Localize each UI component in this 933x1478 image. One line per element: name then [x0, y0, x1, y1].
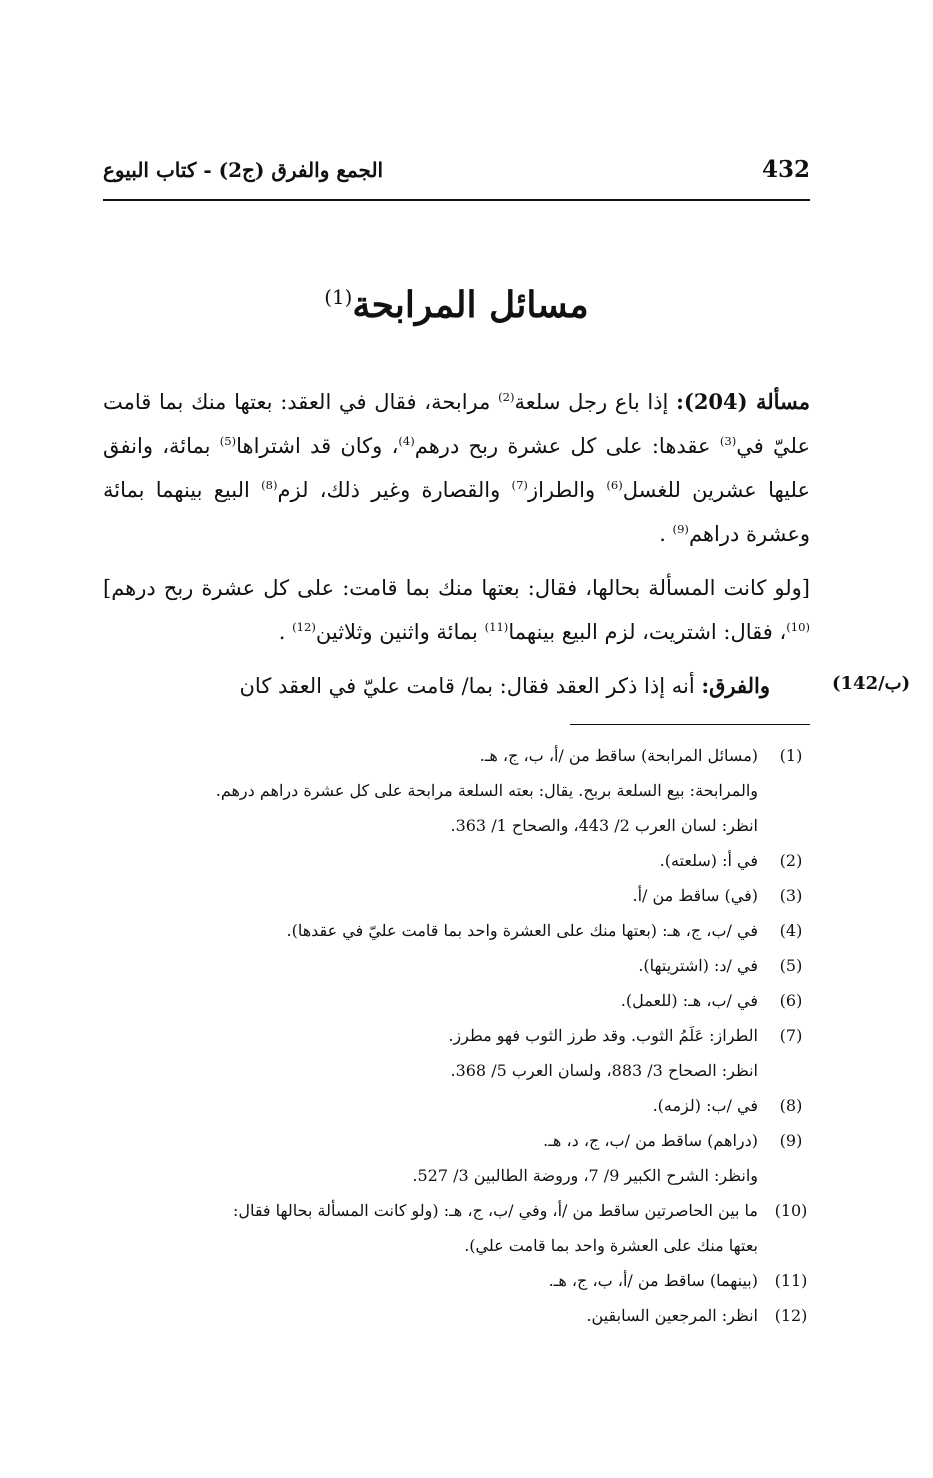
text-run: . — [278, 620, 293, 644]
footnote-number: (2) — [779, 851, 803, 870]
text-run: بمائة واثنين وثلاثين — [315, 620, 485, 644]
footnote-text: في أ: (سلعته). — [659, 851, 758, 870]
footnote-number: (7) — [779, 1026, 803, 1045]
footnote-number: (11) — [774, 1271, 808, 1290]
footnote — [103, 1263, 810, 1298]
footnote-text: انظر: المرجعين السابقين. — [586, 1306, 758, 1325]
footnote-number: (8) — [779, 1096, 803, 1115]
footnote-ref: (12) — [292, 620, 316, 634]
text-run: بمائة، وانفق عليها عشرين للغسل — [103, 434, 810, 502]
footnote-number: (10) — [774, 1201, 808, 1220]
footnote-text: (في) ساقط من /أ. — [632, 886, 758, 905]
footnote-text: الطراز: عَلَمُ الثوب. وقد طرز الثوب فهو مطرز. — [448, 1026, 758, 1045]
footnote-continuation: وانظر: الشرح الكبير 9/ 7، وروضة الطالبين 3/ 527. — [412, 1166, 758, 1185]
footnote-text: في /ب، هـ: (للعمل). — [620, 991, 758, 1010]
footnote-ref: (2) — [498, 390, 515, 404]
footnote-text: (مسائل المرابحة) ساقط من /أ، ب، ج، هـ. — [479, 746, 758, 765]
footnote-number: (9) — [779, 1131, 803, 1150]
footnote — [103, 843, 810, 878]
footnote-text: (بينهما) ساقط من /أ، ب، ج، هـ. — [548, 1271, 758, 1290]
footnote — [103, 1298, 810, 1333]
text-run: ، فقال: اشتريت، لزم البيع بينهما — [508, 620, 787, 644]
text-run: أنه إذا ذكر العقد فقال: بما/ قامت عليّ في العقد كان — [239, 674, 702, 698]
footnote-ref: (4) — [398, 434, 415, 448]
issue-label: مسألة (204): — [676, 389, 810, 414]
footnote-ref: (6) — [606, 478, 623, 492]
footnote-number: (4) — [779, 921, 803, 940]
text-run: مرابحة، فقال في العقد: بعتها منك بما قامت عليّ في — [103, 390, 810, 458]
footnote-number: (5) — [779, 956, 803, 975]
running-title: الجمع والفرق (ج2) - كتاب البيوع — [103, 158, 384, 182]
footnote-ref: (3) — [719, 434, 737, 448]
footnote-rule — [570, 724, 810, 725]
text-run: عقدها: على كل عشرة ربح درهم — [414, 434, 720, 458]
text-run: ، وكان قد اشتراها — [236, 434, 399, 458]
footnote-text: في /ب، ج، هـ: (بعتها منك على العشرة واحد بما قامت عليّ في عقدها). — [286, 921, 758, 940]
footnote — [103, 1018, 810, 1053]
footnote-ref: (1) — [324, 286, 353, 309]
text-run: . — [659, 522, 673, 546]
chapter-title — [103, 284, 810, 326]
paragraph-masala — [103, 378, 810, 554]
footnote-ref: (5) — [219, 434, 237, 448]
text-run: والقصارة وغير ذلك، لزم — [277, 478, 512, 502]
footnote — [103, 1123, 810, 1158]
footnote-ref: (8) — [261, 478, 278, 492]
text-run: والطراز — [527, 478, 607, 502]
footnote-text: ما بين الحاصرتين ساقط من /أ، وفي /ب، ج، هـ: (ولو كانت المسألة بحالها فقال: — [232, 1201, 758, 1220]
footnote — [103, 1193, 810, 1228]
text-run: [ولو كانت المسألة بحالها، فقال: بعتها منك بما قامت: على كل عشرة ربح درهم] — [103, 576, 810, 600]
footnote — [103, 1088, 810, 1123]
difference-label: والفرق: — [701, 673, 770, 698]
footnote — [103, 878, 810, 913]
header-rule — [103, 199, 810, 201]
footnote-ref: (7) — [511, 478, 528, 492]
footnote — [103, 983, 810, 1018]
footnote-text: في /د: (اشتريتها). — [638, 956, 758, 975]
footnote-ref: (9) — [672, 522, 689, 536]
footnote-number: (3) — [779, 886, 803, 905]
footnote-text: (دراهم) ساقط من /ب، ج، د، هـ. — [543, 1131, 758, 1150]
footnote-text: في /ب: (لزمه). — [652, 1096, 758, 1115]
page-header — [103, 156, 810, 206]
footnote-number: (12) — [774, 1306, 808, 1325]
footnote — [103, 913, 810, 948]
main-text — [103, 378, 810, 706]
chapter-title-text: مسائل المرابحة — [352, 284, 589, 326]
paragraph-difference — [103, 666, 810, 706]
page-number: 432 — [761, 156, 810, 183]
footnote-continuation: والمرابحة: بيع السلعة بربح. يقال: بعته السلعة مرابحة على كل عشرة دراهم درهم. — [215, 781, 758, 800]
footnote-number: (1) — [779, 746, 803, 765]
text-run: إذا باع رجل سلعة — [514, 390, 677, 414]
footnote-ref: (10) — [786, 620, 810, 634]
manuscript-folio-note: (142/ب) — [832, 673, 911, 694]
footnotes — [103, 738, 810, 1333]
paragraph-bracketed — [103, 569, 810, 652]
footnote-number: (6) — [779, 991, 803, 1010]
footnote — [103, 738, 810, 773]
footnote-continuation: انظر: لسان العرب 2/ 443، والصحاح 1/ 363. — [450, 816, 758, 835]
footnote — [103, 948, 810, 983]
text-run: البيع بينهما بمائة وعشرة دراهم — [103, 478, 810, 546]
footnote-continuation: انظر: الصحاح 3/ 883، ولسان العرب 5/ 368. — [450, 1061, 758, 1080]
footnote-ref: (11) — [484, 620, 509, 634]
footnote-continuation: بعتها منك على العشرة واحد بما قامت علي). — [464, 1236, 758, 1255]
